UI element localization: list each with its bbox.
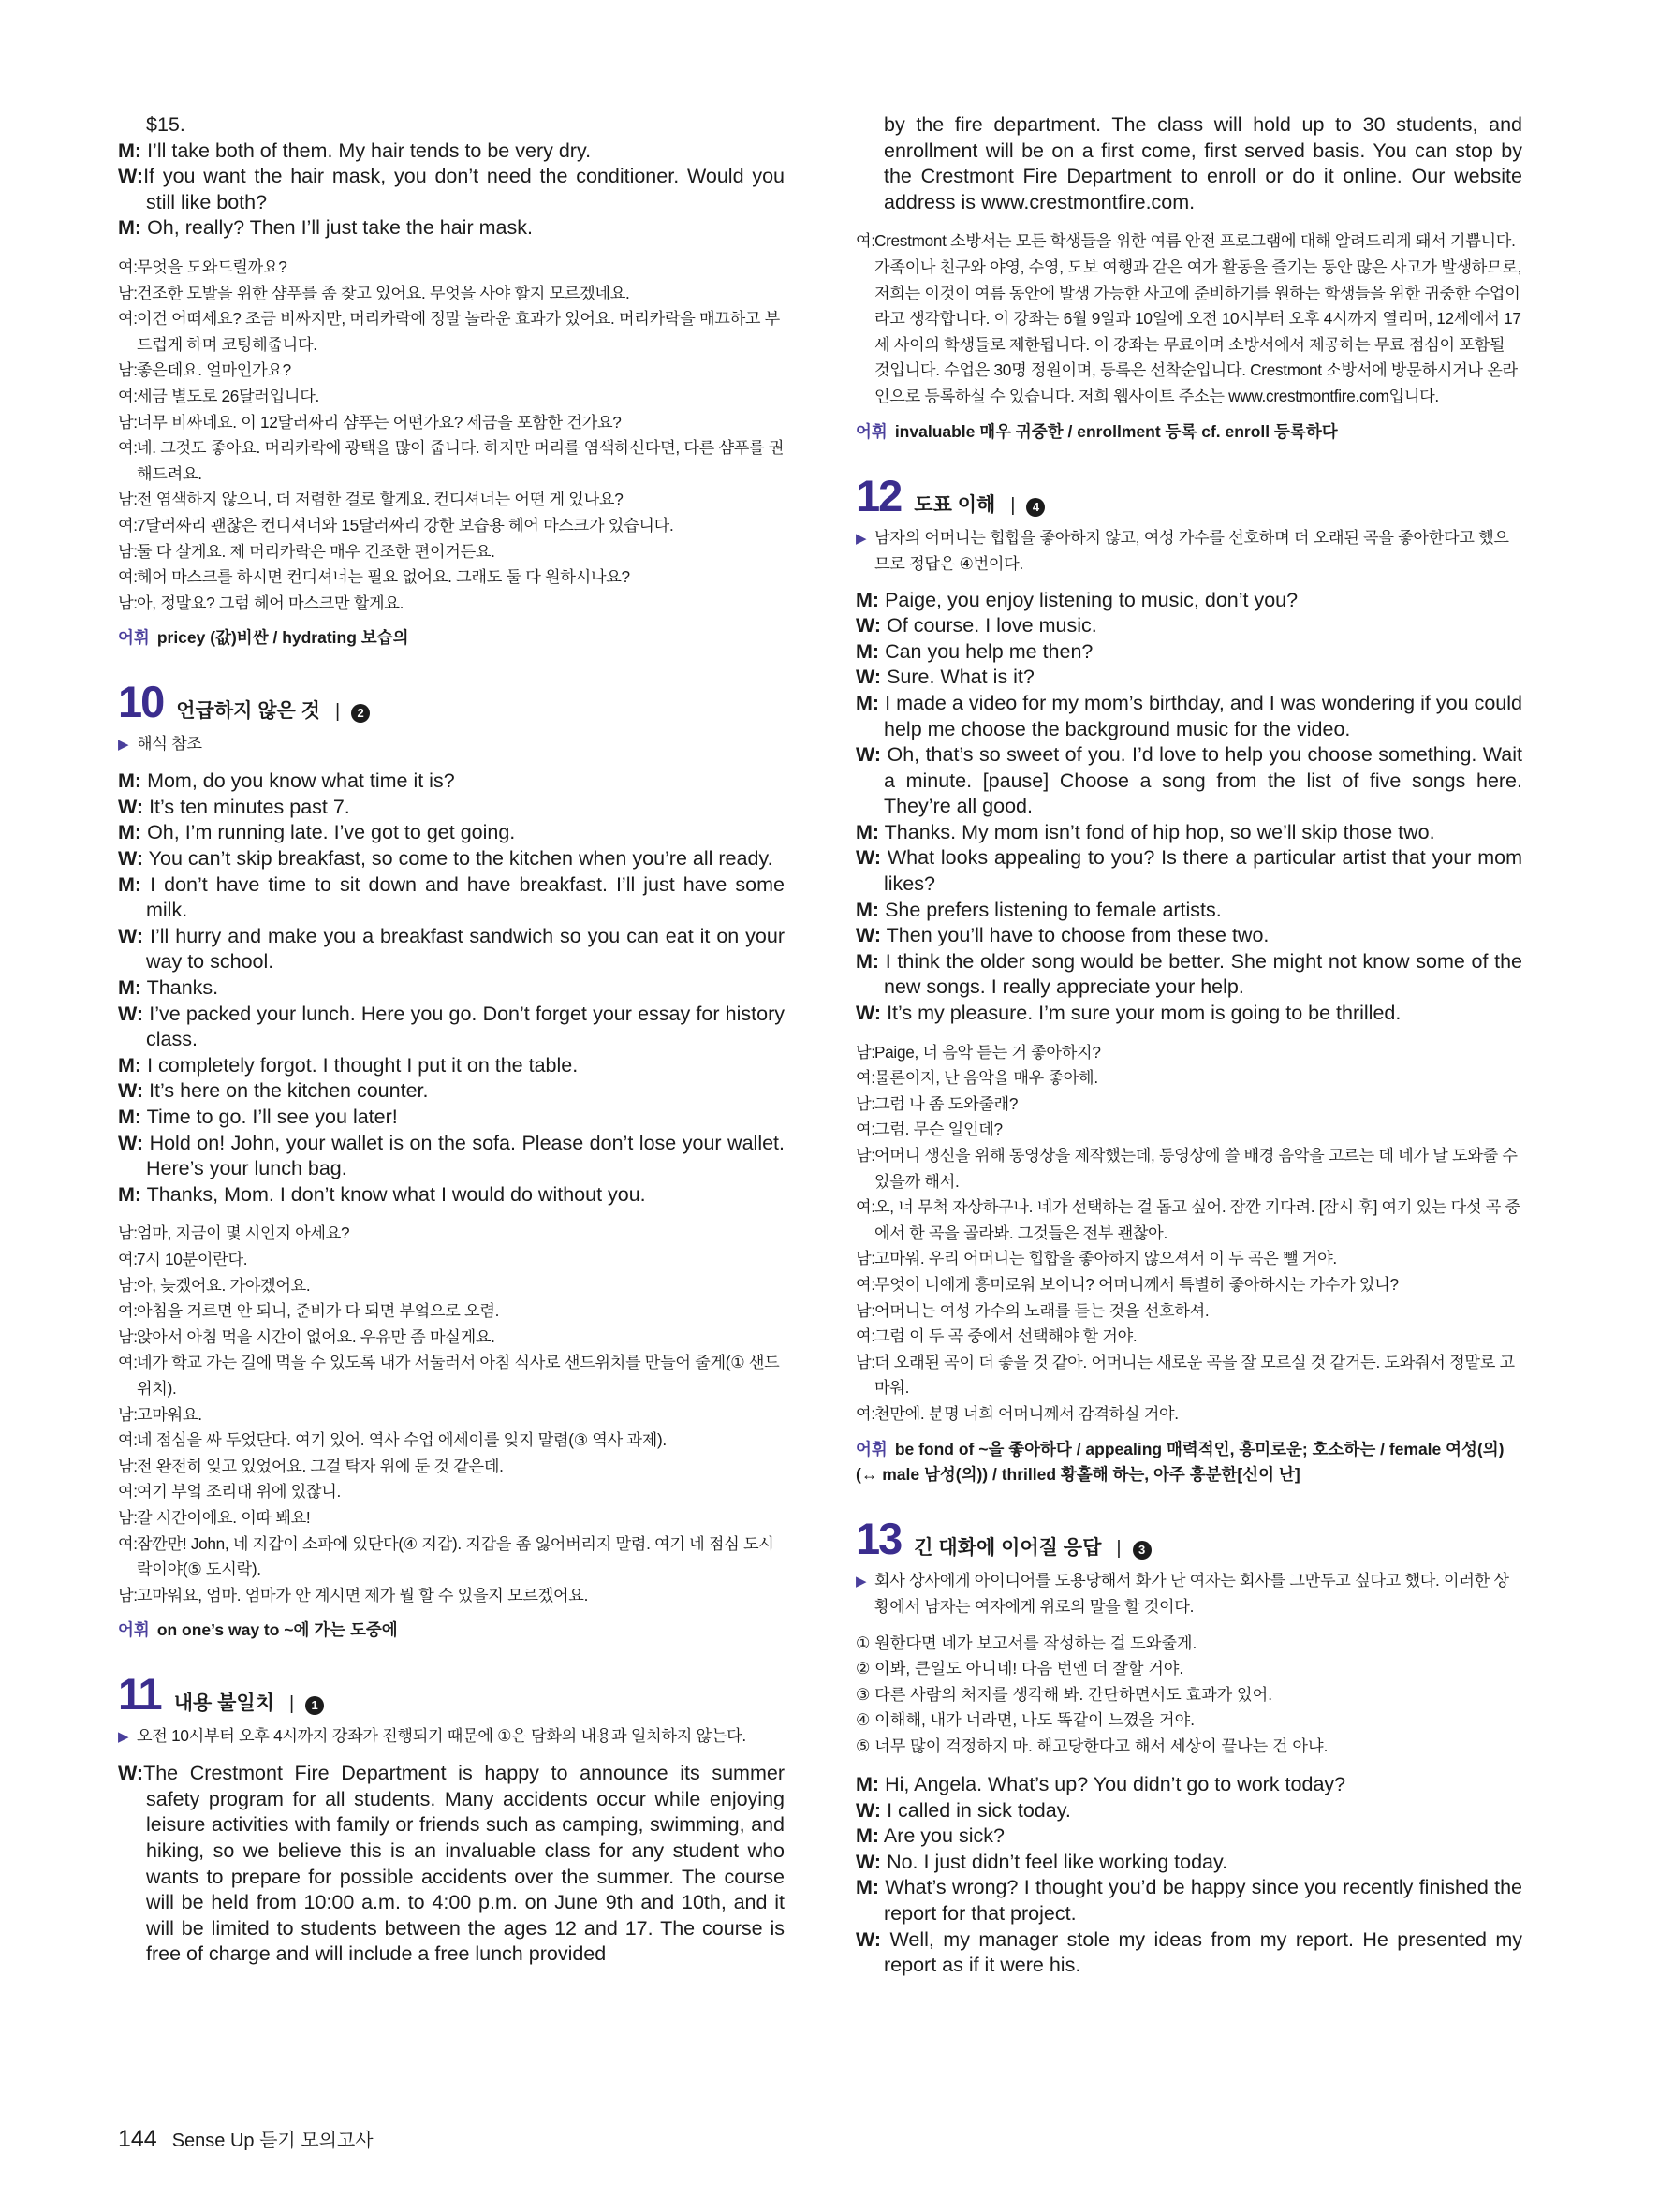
left-column — [118, 112, 785, 1968]
question-number: 11 — [118, 1669, 161, 1720]
speaker-label: 여: — [118, 438, 138, 458]
answer-badge: 2 — [351, 704, 370, 723]
line-text: The Crestmont Fire Department is happy to announce its summer safety program for all students. Many accidents occur while enjoying leisure activities with family or friends such as camping, swimming, and hiking, so we believe this is an invaluable class for any student who wants to prepare for possible accidents over the summer. The course will be held from 10:00 a.m. to 4:00 p.m. on June 9th and 10th, and it will be limited to students between the ages 12 and 17. The course is free of charge and will include a free lunch provided — [143, 1762, 785, 1966]
question-12 — [856, 470, 1522, 1487]
dialogue-line — [856, 949, 1522, 1001]
speaker-label: W: — [856, 924, 882, 947]
dialogue-line — [118, 1221, 785, 1247]
line-text: 어머니는 여성 가수의 노래를 듣는 것을 선호하셔. — [874, 1300, 1210, 1320]
speaker-label: 여: — [118, 1533, 138, 1553]
speaker-label: M: — [118, 976, 142, 1000]
line-text: It’s ten minutes past 7. — [149, 795, 350, 818]
line-text: Oh, I’m running late. I’ve got to get going. — [147, 821, 516, 844]
dialogue-line — [118, 1428, 785, 1454]
speaker-label: M: — [118, 821, 142, 844]
speaker-label: 여: — [118, 1249, 138, 1268]
line-text: 고마워. 우리 어머니는 힙합을 좋아하지 않으셔서 이 두 곡은 뺄 거야. — [874, 1249, 1337, 1268]
line-text: 전 염색하지 않으니, 더 저렴한 걸로 할게요. 컨디셔너는 어떤 게 있나요? — [137, 490, 624, 509]
dialogue-line — [856, 1117, 1522, 1143]
speaker-label: 여: — [118, 1430, 138, 1450]
speaker-label: 남: — [118, 1507, 138, 1527]
dialogue-line — [856, 613, 1522, 639]
line-text: 무엇을 도와드릴까요? — [137, 256, 287, 276]
speaker-label: 남: — [118, 1404, 138, 1424]
line-text: I don’t have time to sit down and have breakfast. I’ll just have some milk. — [146, 872, 785, 922]
q11-vocab — [856, 419, 1522, 445]
line-text: She prefers listening to female artists. — [885, 898, 1222, 921]
speaker-label: W: — [118, 924, 144, 947]
question-number: 10 — [118, 677, 164, 727]
dialogue-english — [856, 1772, 1522, 1979]
vocab-text: invaluable 매우 귀중한 / enrollment 등록 cf. enroll 등록하다 — [894, 421, 1338, 441]
line-text: It’s my pleasure. I’m sure your mom is going to be thrilled. — [887, 1002, 1402, 1025]
question-11 — [118, 1671, 785, 1968]
line-text: 오, 너 무척 자상하구나. 네가 선택하는 걸 돕고 싶어. 잠깐 기다려. [잠시 후] 여기 있는 다섯 곡 중에서 한 곡을 골라봐. 그것들은 전부 괜찮아. — [874, 1197, 1520, 1242]
speaker-label: M: — [856, 898, 880, 921]
dialogue-line — [118, 872, 785, 924]
dialogue-line — [118, 358, 785, 384]
line-text: Crestmont 소방서는 모든 학생들을 위한 여름 안전 프로그램에 대해 알려드리게 돼서 기쁩니다. 가족이나 친구와 야영, 수영, 도보 여행과 같은 여가 활동을 즐기는 동안 많은 사고가 발생하므로, 저희는 이것이 여름 동안에 발생 가능한 사고에 준비하기를 원하는 학생들을 위한 귀중한 수업이라고 생각합니다. 이 강좌는 6월 9일과 10일에 오전 10시부터 오후 4시까지 열리며, 12세에서 17세 사이의 학생들로 제한됩니다. 이 강좌는 무료이며 소방서에서 제공하는 무료 점심이 포함될 것입니다. 수업은 30명 정원이며, 등록은 선착순입니다. Crestmont 소방서에 방문하시거나 온라인으로 등록하실 수 있습니다. 저희 웹사이트 주소는 www.crestmontfire.com입니다. — [874, 231, 1522, 405]
dialogue-line — [856, 1143, 1522, 1194]
dialogue-line — [118, 513, 785, 539]
speaker-label: 남: — [118, 1275, 138, 1295]
dialogue-line — [118, 1053, 785, 1079]
speaker-label: W: — [856, 1850, 882, 1873]
speaker-label: M: — [856, 1876, 880, 1899]
speaker-label: 남: — [856, 1249, 875, 1268]
answer-option: ④ 이해해, 내가 너라면, 나도 똑같이 느꼈을 거야. — [856, 1710, 1196, 1730]
dialogue-line — [856, 1798, 1522, 1824]
explanation — [118, 731, 785, 757]
vocab — [856, 1437, 1522, 1487]
right-column — [856, 112, 1522, 1979]
line-text: I called in sick today. — [887, 1798, 1071, 1822]
question-title: 도표 이해 — [914, 493, 996, 516]
dialogue-line — [118, 1247, 785, 1273]
line-text: It’s here on the kitchen counter. — [149, 1079, 429, 1103]
line-text: 전 완전히 잊고 있었어요. 그걸 탁자 위에 둔 것 같은데. — [137, 1456, 504, 1475]
line-text: Thanks. My mom isn’t fond of hip hop, so we’ll skip those two. — [884, 820, 1435, 843]
speaker-label: 남: — [856, 1146, 875, 1165]
speaker-label: W: — [856, 666, 882, 689]
explanation-text: 오전 10시부터 오후 4시까지 강좌가 진행되기 때문에 ①은 담화의 내용과 일치하지 않는다. — [137, 1726, 746, 1746]
line-text: Paige, you enjoy listening to music, don’t you? — [885, 588, 1299, 611]
dialogue-line — [856, 1194, 1522, 1246]
triangle-icon: ▶ — [856, 1573, 867, 1589]
speaker-label: 남: — [118, 541, 138, 561]
dialogue-line — [856, 588, 1522, 614]
dialogue-line — [856, 112, 1522, 215]
line-text: 앉아서 아침 먹을 시간이 없어요. 우유만 좀 마실게요. — [137, 1326, 495, 1346]
dialogue-line — [856, 1246, 1522, 1272]
speaker-label: M: — [856, 1773, 880, 1796]
dialogue-line — [856, 1324, 1522, 1350]
separator: | — [288, 1693, 295, 1715]
line-text: I’ll take both of them. My hair tends to be very dry. — [147, 139, 592, 162]
speaker-label: 여: — [118, 1482, 138, 1502]
line-text: Well, my manager stole my ideas from my report. He presented my report as if it were his. — [884, 1927, 1522, 1977]
dialogue-line — [118, 1298, 785, 1325]
speaker-label: 여: — [118, 386, 138, 405]
dialogue-line — [118, 1454, 785, 1480]
dialogue-line — [118, 255, 785, 281]
dialogue-line — [118, 846, 785, 872]
prev-vocab — [118, 625, 785, 651]
explanation-text: 해석 참조 — [137, 734, 202, 754]
line-text: 갈 시간이에요. 이따 봬요! — [137, 1507, 311, 1527]
speaker-label: W: — [118, 1131, 144, 1154]
dialogue-line — [118, 564, 785, 591]
speaker-label: 남: — [856, 1352, 875, 1371]
dialogue-line — [118, 591, 785, 617]
speaker-label: 남: — [118, 1456, 138, 1475]
dialogue-line — [856, 1350, 1522, 1401]
book-title: Sense Up 듣기 모의고사 — [171, 2131, 374, 2151]
line-text: What’s wrong? I thought you’d be happy since you recently finished the report for that project. — [884, 1876, 1522, 1925]
line-text: 천만에. 분명 너희 어머니께서 감격하실 거야. — [874, 1403, 1179, 1423]
vocab-text: on one’s way to ~에 가는 도중에 — [156, 1620, 398, 1640]
vocab — [118, 1618, 785, 1643]
page-number: 144 — [118, 2126, 157, 2152]
line-text: Hold on! John, your wallet is on the sofa. Please don’t lose your wallet. Here’s your lunch bag. — [146, 1131, 785, 1180]
speaker-label: 남: — [856, 1042, 875, 1062]
dialogue-line — [856, 1401, 1522, 1428]
line-text: 고마워요, 엄마. 엄마가 안 계시면 제가 뭘 할 수 있을지 모르겠어요. — [137, 1585, 589, 1604]
dialogue-line — [856, 639, 1522, 666]
line-text: 세금 별도로 26달러입니다. — [137, 386, 319, 405]
dialogue-line — [118, 795, 785, 821]
vocab-label: 어휘 — [856, 421, 888, 441]
dialogue-line — [856, 1091, 1522, 1118]
dialogue-korean — [856, 1040, 1522, 1428]
speaker-label: 여: — [118, 1301, 138, 1321]
line-text: 엄마, 지금이 몇 시인지 아세요? — [137, 1223, 350, 1243]
speaker-label: 여: — [118, 1353, 138, 1372]
dialogue-line — [856, 1272, 1522, 1298]
dialogue-line — [856, 1298, 1522, 1325]
dialogue-line — [856, 1040, 1522, 1066]
dialogue-line — [856, 1824, 1522, 1850]
dialogue-line — [856, 1850, 1522, 1876]
vocab-label: 어휘 — [118, 628, 150, 648]
prev-dialogue-korean — [118, 255, 785, 616]
speaker-label: W: — [856, 1798, 882, 1822]
speaker-label: 남: — [118, 593, 138, 612]
line-text: 건조한 모발을 위한 샴푸를 좀 찾고 있어요. 무엇을 사야 할지 모르겠네요. — [137, 283, 630, 302]
line-text: 둘 다 살게요. 제 머리카락은 매우 건조한 편이거든요. — [137, 541, 495, 561]
speaker-label: W: — [856, 743, 882, 767]
line-text: 그럼 나 좀 도와줄래? — [874, 1093, 1019, 1113]
dialogue-line — [856, 845, 1522, 897]
dialogue-line — [118, 1131, 785, 1182]
dialogue-line — [118, 1761, 785, 1968]
line-text: Paige, 너 음악 듣는 거 좋아하지? — [874, 1042, 1101, 1062]
line-text: 네가 학교 가는 길에 먹을 수 있도록 내가 서둘러서 아침 식사로 샌드위치를 만들어 줄게(① 샌드위치). — [137, 1353, 780, 1398]
dialogue-line — [856, 898, 1522, 924]
explanation — [856, 525, 1522, 577]
dialogue-line — [118, 1182, 785, 1209]
dialogue-line — [118, 1583, 785, 1609]
line-text: 무엇이 너에게 흥미로워 보이니? 어머니께서 특별히 좋아하시는 가수가 있니? — [874, 1274, 1399, 1294]
q11-monologue-continued — [856, 112, 1522, 215]
speaker-label: 여: — [856, 1326, 875, 1346]
speaker-label: M: — [118, 1182, 142, 1206]
line-text: I completely forgot. I thought I put it on the table. — [147, 1053, 579, 1077]
line-text: Then you’ll have to choose from these two. — [886, 924, 1270, 947]
speaker-label: M: — [118, 872, 142, 896]
speaker-label: M: — [118, 216, 142, 240]
speaker-label: W: — [856, 1002, 882, 1025]
speaker-label: 남: — [118, 1585, 138, 1604]
answer-option: ① 원한다면 네가 보고서를 작성하는 걸 도와줄게. — [856, 1633, 1197, 1652]
separator: | — [1010, 494, 1016, 516]
line-text: Thanks. — [146, 976, 219, 1000]
line-text: 물론이지, 난 음악을 매우 좋아해. — [874, 1068, 1098, 1088]
dialogue-line — [118, 1273, 785, 1299]
speaker-label: 남: — [118, 1223, 138, 1243]
speaker-label: M: — [856, 588, 880, 611]
answer-badge: 3 — [1133, 1541, 1152, 1560]
dialogue-line — [118, 410, 785, 436]
dialogue-line — [118, 164, 785, 215]
answer-option: ③ 다른 사람의 처지를 생각해 봐. 간단하면서도 효과가 있어. — [856, 1684, 1273, 1704]
dialogue-line — [118, 1402, 785, 1428]
separator: | — [334, 701, 341, 723]
dialogue-line — [118, 1078, 785, 1105]
speaker-label: W: — [118, 165, 144, 188]
speaker-label: 여: — [856, 1403, 875, 1423]
speaker-label: W: — [856, 614, 882, 637]
speaker-label: W: — [118, 1079, 144, 1103]
line-text: Oh, that’s so sweet of you. I’d love to help you choose something. Wait a minute. [pause] Choose a song from the list of five songs here. They’re all good. — [884, 743, 1522, 818]
dialogue-line — [856, 820, 1522, 846]
line-text: Of course. I love music. — [887, 614, 1097, 637]
line-text: 아, 늦겠어요. 가야겠어요. — [137, 1275, 311, 1295]
line-text: 잠깐만! John, 네 지갑이 소파에 있단다(④ 지갑). 지갑을 좀 잃어버리지 말렴. 여기 네 점심 도시락이야(⑤ 도시락). — [137, 1533, 774, 1579]
question-header — [856, 470, 1522, 520]
dialogue-line — [118, 215, 785, 242]
line-text: Sure. What is it? — [887, 666, 1035, 689]
vocab-text: be fond of ~을 좋아하다 / appealing 매력적인, 흥미로운; 호소하는 / female 여성(의) (↔ male 남성(의)) / thrilled 황홀해 하는, 아주 흥분한[신이 난] — [856, 1439, 1505, 1484]
dialogue-line — [118, 539, 785, 565]
line-text: 네. 그것도 좋아요. 머리카락에 광택을 많이 줍니다. 하지만 머리를 염색하신다면, 다른 샴푸를 권해드려요. — [137, 438, 785, 483]
dialogue-line — [118, 924, 785, 975]
explanation — [856, 1568, 1522, 1619]
dialogue-line — [856, 923, 1522, 949]
line-text: 이건 어떠세요? 조금 비싸지만, 머리카락에 정말 놀라운 효과가 있어요. 머리카락을 매끄하고 부드럽게 하며 코팅해줍니다. — [137, 309, 780, 354]
question-10 — [118, 679, 785, 1643]
speaker-label: 남: — [118, 360, 138, 380]
dialogue-korean — [118, 1221, 785, 1608]
line-text: I think the older song would be better. She might not know some of the new songs. I really appreciate your help. — [884, 949, 1522, 999]
speaker-label: W: — [118, 1002, 144, 1025]
speaker-label: W: — [118, 1762, 144, 1785]
line-text: 고마워요. — [137, 1404, 202, 1424]
triangle-icon: ▶ — [118, 737, 129, 754]
speaker-label: 여: — [118, 309, 138, 329]
question-13 — [856, 1513, 1522, 1979]
separator: | — [1116, 1537, 1122, 1559]
speaker-label: 남: — [118, 490, 138, 509]
question-header — [118, 679, 785, 725]
dialogue-line — [118, 1505, 785, 1531]
triangle-icon: ▶ — [118, 1729, 129, 1746]
line-text: You can’t skip breakfast, so come to the kitchen when you’re all ready. — [148, 847, 773, 871]
line-text: $15. — [146, 113, 185, 136]
line-text: 여기 부엌 조리대 위에 있잖니. — [137, 1482, 342, 1502]
line-text: I’ll hurry and make you a breakfast sandwich so you can eat it on your way to school. — [146, 924, 785, 974]
line-text: Can you help me then? — [885, 639, 1094, 663]
monologue-english — [118, 1761, 785, 1968]
speaker-label: 여: — [856, 231, 875, 251]
dialogue-line — [118, 306, 785, 358]
dialogue-line — [856, 1065, 1522, 1091]
question-header — [118, 1671, 785, 1718]
dialogue-line — [118, 769, 785, 795]
dialogue-line — [856, 665, 1522, 691]
dialogue-line — [856, 1001, 1522, 1027]
question-number: 13 — [856, 1513, 902, 1563]
dialogue-line — [856, 1875, 1522, 1926]
dialogue-line — [118, 435, 785, 487]
speaker-label: 남: — [118, 283, 138, 302]
question-title: 언급하지 않은 것 — [176, 700, 320, 723]
vocab-label: 어휘 — [856, 1439, 888, 1458]
question-title: 내용 불일치 — [173, 1692, 274, 1715]
speaker-label: M: — [856, 1824, 880, 1848]
line-text: If you want the hair mask, you don’t need the conditioner. Would you still like both? — [143, 165, 785, 213]
speaker-label: 여: — [856, 1274, 875, 1294]
question-title: 긴 대화에 이어질 응답 — [914, 1536, 1102, 1559]
speaker-label: M: — [856, 691, 880, 714]
speaker-label: M: — [118, 139, 142, 162]
answer-option: ⑤ 너무 많이 걱정하지 마. 해고당한다고 해서 세상이 끝나는 건 아냐. — [856, 1736, 1329, 1755]
speaker-label: M: — [118, 1106, 142, 1128]
answer-options — [856, 1631, 1522, 1760]
explanation-text: 남자의 어머니는 힙합을 좋아하지 않고, 여성 가수를 선호하며 더 오래된 곡을 좋아한다고 했으므로 정답은 ④번이다. — [874, 527, 1509, 573]
dialogue-line — [118, 1531, 785, 1583]
answer-badge: 1 — [305, 1696, 324, 1715]
dialogue-line — [118, 281, 785, 307]
line-text: 네 점심을 싸 두었단다. 여기 있어. 역사 수업 에세이를 잊지 말렴(③ 역사 과제). — [137, 1430, 667, 1450]
vocab-label: 어휘 — [118, 1620, 150, 1640]
q11-korean — [856, 228, 1522, 409]
explanation-text: 회사 상사에게 아이디어를 도용당해서 화가 난 여자는 회사를 그만두고 싶다고 했다. 이러한 상황에서 남자는 여자에게 위로의 말을 할 것이다. — [874, 1570, 1509, 1616]
speaker-label: 여: — [856, 1120, 875, 1139]
line-text: Mom, do you know what time it is? — [147, 769, 455, 793]
explanation — [118, 1723, 785, 1750]
line-text: Are you sick? — [883, 1824, 1005, 1848]
dialogue-line — [856, 742, 1522, 820]
speaker-label: 남: — [118, 1326, 138, 1346]
line-text: 좋은데요. 얼마인가요? — [137, 360, 291, 380]
speaker-label: M: — [856, 820, 880, 843]
answer-option: ② 이봐, 큰일도 아니네! 다음 번엔 더 잘할 거야. — [856, 1659, 1184, 1678]
dialogue-line — [856, 691, 1522, 742]
line-text: I’ve packed your lunch. Here you go. Don’t forget your essay for history class. — [146, 1002, 785, 1051]
speaker-label: M: — [856, 639, 880, 663]
speaker-label: 남: — [856, 1300, 875, 1320]
speaker-label: W: — [856, 846, 882, 870]
prev-dialogue-english — [118, 112, 785, 242]
speaker-label: 여: — [856, 1197, 875, 1217]
page-footer — [118, 2125, 374, 2153]
line-text: by the fire department. The class will hold up to 30 students, and enrollment will be on a first come, first served basis. You can stop by the Crestmont Fire Department to enroll or do it online. Our website address is www.crestmontfire.com. — [884, 113, 1522, 213]
dialogue-line — [856, 1927, 1522, 1979]
line-text: 그럼 이 두 곡 중에서 선택해야 할 거야. — [874, 1326, 1138, 1346]
dialogue-line — [856, 1772, 1522, 1798]
speaker-label: 여: — [118, 515, 138, 535]
dialogue-line — [118, 1350, 785, 1401]
line-text: No. I just didn’t feel like working today. — [887, 1850, 1228, 1873]
line-text: What looks appealing to you? Is there a particular artist that your mom likes? — [884, 846, 1522, 896]
speaker-label: M: — [856, 949, 880, 973]
speaker-label: M: — [118, 1053, 142, 1077]
speaker-label: 여: — [118, 567, 138, 587]
line-text: 그럼. 무슨 일인데? — [874, 1120, 1003, 1139]
dialogue-line — [118, 975, 785, 1002]
speaker-label: M: — [118, 769, 142, 793]
speaker-label: 남: — [118, 412, 138, 432]
line-text: Oh, really? Then I’ll just take the hair mask. — [147, 216, 533, 240]
line-text: Hi, Angela. What’s up? You didn’t go to work today? — [885, 1773, 1346, 1796]
line-text: 더 오래된 곡이 더 좋을 것 같아. 어머니는 새로운 곡을 잘 모르실 것 같거든. 도와줘서 정말로 고마워. — [874, 1352, 1515, 1398]
dialogue-line — [118, 384, 785, 410]
speaker-label: W: — [118, 795, 144, 818]
line-text: 7달러짜리 괜찮은 컨디셔너와 15달러짜리 강한 보습용 헤어 마스크가 있습니다. — [137, 515, 674, 535]
line-text: I made a video for my mom’s birthday, and I was wondering if you could help me choose the background music for the video. — [884, 691, 1522, 740]
dialogue-line — [118, 1479, 785, 1505]
vocab-text: pricey (값)비싼 / hydrating 보습의 — [156, 628, 409, 648]
line-text: Time to go. I’ll see you later! — [146, 1106, 398, 1128]
dialogue-line — [118, 487, 785, 513]
line-text: 아침을 거르면 안 되니, 준비가 다 되면 부엌으로 오렴. — [137, 1301, 500, 1321]
speaker-label: W: — [118, 847, 144, 871]
line-text: Thanks, Mom. I don’t know what I would do without you. — [146, 1182, 646, 1206]
line-text: 7시 10분이란다. — [137, 1249, 248, 1268]
question-number: 12 — [856, 470, 902, 520]
dialogue-english — [856, 588, 1522, 1027]
speaker-label: 남: — [856, 1093, 875, 1113]
dialogue-line — [118, 1325, 785, 1351]
speaker-label: 여: — [118, 256, 138, 276]
dialogue-line — [118, 1105, 785, 1131]
line-text: 아, 정말요? 그럼 헤어 마스크만 할게요. — [137, 593, 404, 612]
line-text: 헤어 마스크를 하시면 컨디셔너는 필요 없어요. 그래도 둘 다 원하시나요? — [137, 567, 630, 587]
speaker-label: 여: — [856, 1068, 875, 1088]
dialogue-line — [118, 139, 785, 165]
dialogue-line — [118, 112, 785, 139]
speaker-label: W: — [856, 1927, 882, 1951]
dialogue-english — [118, 769, 785, 1208]
line-text: 너무 비싸네요. 이 12달러짜리 샴푸는 어떤가요? 세금을 포함한 건가요? — [137, 412, 622, 432]
line-text: 어머니 생신을 위해 동영상을 제작했는데, 동영상에 쓸 배경 음악을 고르는 데 네가 날 도와줄 수 있을까 해서. — [874, 1146, 1518, 1191]
question-header — [856, 1513, 1522, 1563]
triangle-icon: ▶ — [856, 530, 867, 547]
dialogue-line — [118, 820, 785, 846]
dialogue-line — [118, 1002, 785, 1053]
answer-badge: 4 — [1026, 498, 1045, 517]
dialogue-line — [856, 228, 1522, 409]
